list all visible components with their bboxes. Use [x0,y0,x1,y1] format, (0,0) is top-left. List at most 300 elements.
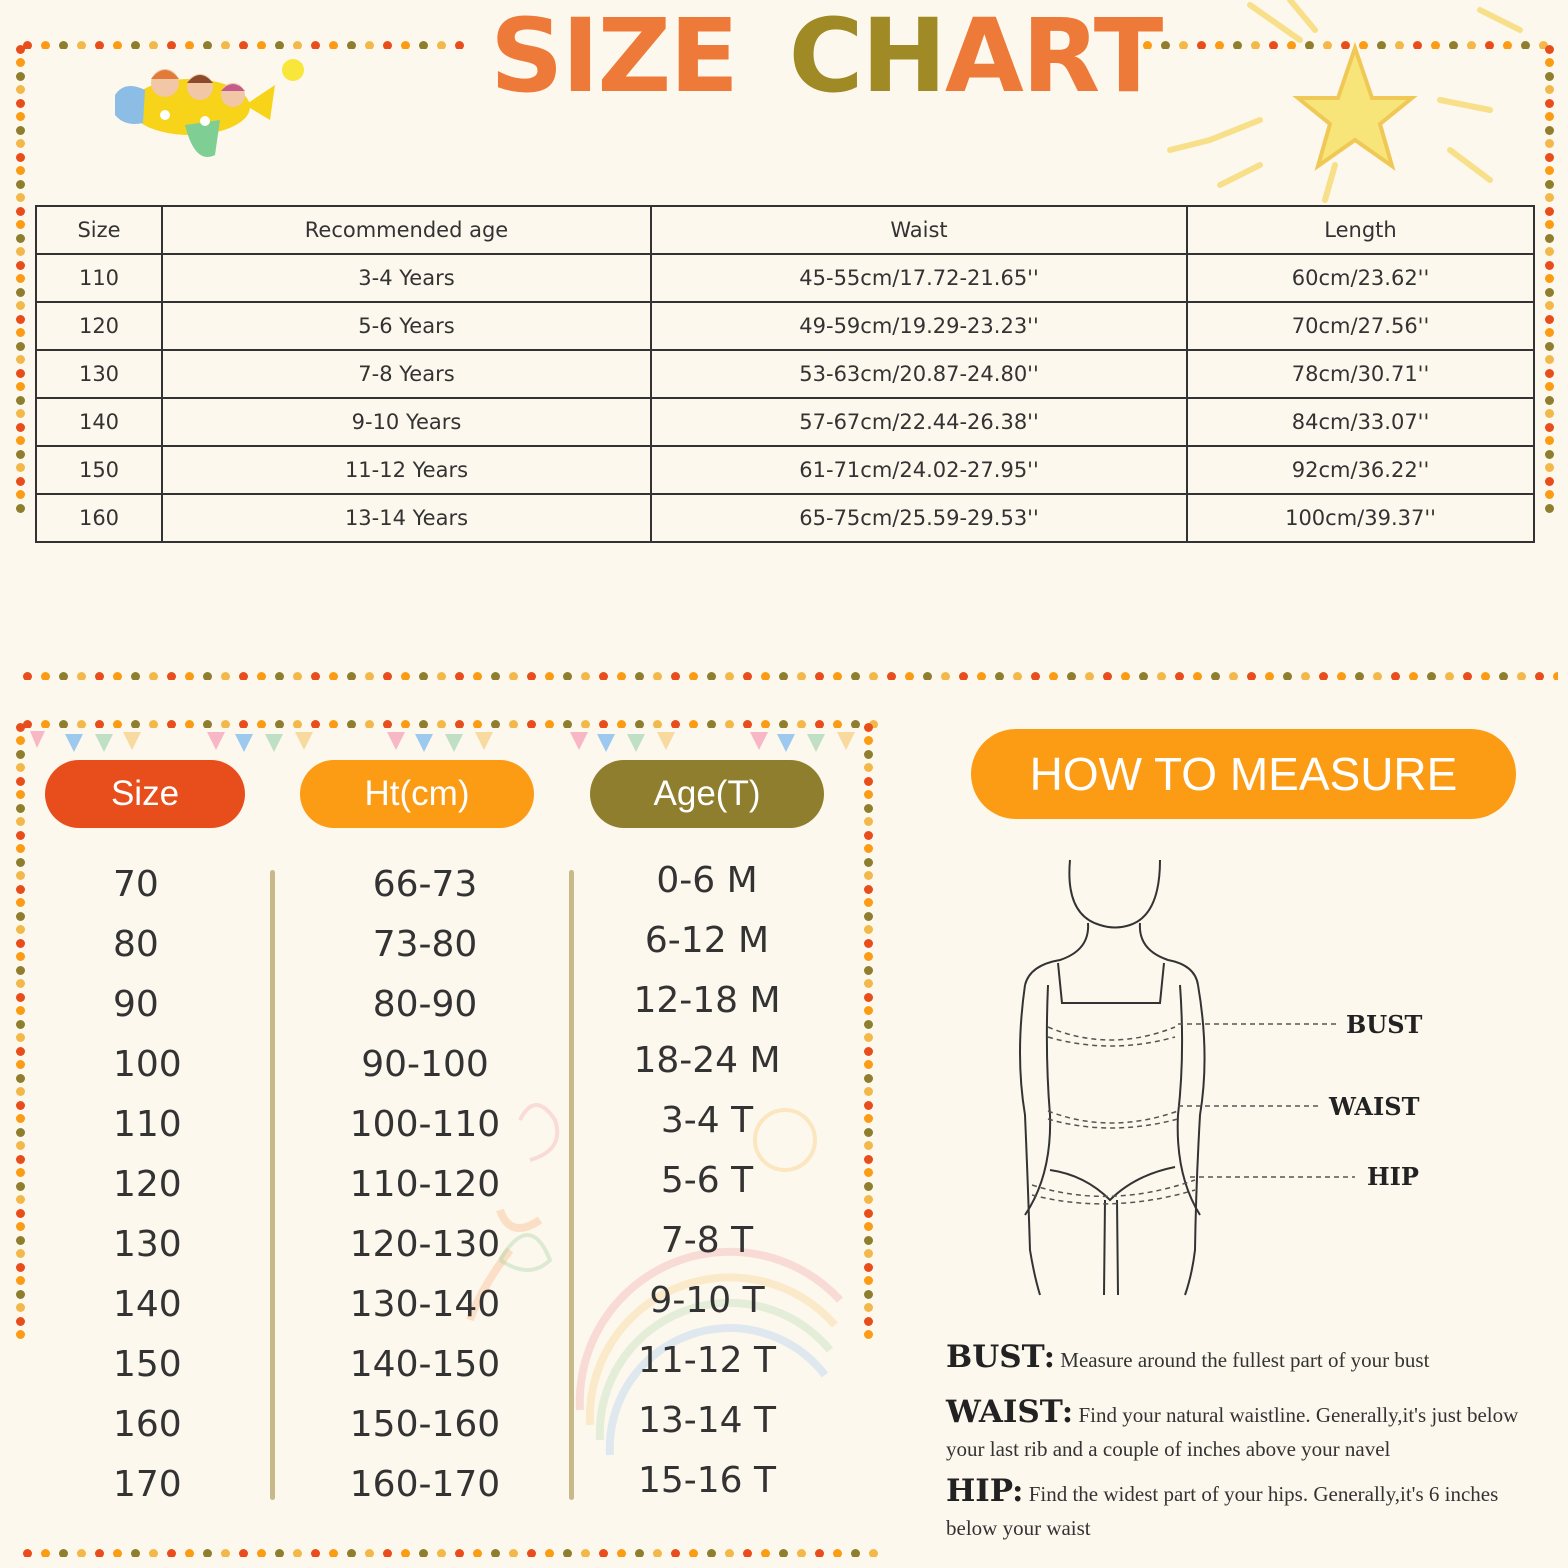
cell-length: 60cm/23.62'' [1187,254,1534,302]
border-dot [16,1047,25,1056]
border-dot [16,939,25,948]
border-dot [1211,672,1220,680]
border-dot [16,288,25,297]
border-dot [16,952,25,961]
border-dot [1545,490,1554,499]
list-item: 80-90 [372,984,478,1025]
border-dot [16,1087,25,1096]
border-dot [941,672,950,680]
border-dot [1545,315,1554,324]
border-dot [864,750,873,759]
waist-desc-label: WAIST: [946,1394,1074,1430]
border-dot [329,672,338,680]
border-dot [864,925,873,934]
border-dot [509,672,518,680]
border-dot [864,1209,873,1218]
border-dot [113,672,122,680]
border-dot [185,672,194,680]
table-row [36,398,1534,446]
border-dot [131,1549,140,1557]
border-dot [16,1155,25,1164]
border-dot [455,41,464,49]
table-row [36,494,1534,542]
border-dot [743,1549,752,1557]
border-dot [16,1249,25,1258]
border-dot [1445,672,1454,680]
border-dot [23,672,32,680]
border-dot [1545,396,1554,405]
header-size: Size [36,206,162,254]
border-dot [203,672,212,680]
list-item: 90 [113,984,159,1025]
border-dot [563,1549,572,1557]
border-dot [239,1549,248,1557]
list-item: 0-6 M [656,860,758,901]
border-dot [1545,369,1554,378]
border-dot [16,112,25,121]
border-dot [509,1549,518,1557]
border-dot [864,1168,873,1177]
border-dot [16,72,25,81]
border-dot [779,1549,788,1557]
border-dot [864,777,873,786]
border-dot [347,1549,356,1557]
border-dot [864,804,873,813]
border-dot [923,672,932,680]
border-dot [16,45,25,54]
border-dot [864,1330,873,1339]
border-dot [419,41,428,49]
column-divider-2 [569,870,574,1500]
border-dot [16,409,25,418]
border-dot [1355,672,1364,680]
border-dot [77,41,86,49]
border-dot [16,1128,25,1137]
border-dot [1545,450,1554,459]
cell-size: 110 [36,254,162,302]
border-dot [16,328,25,337]
border-dot [995,672,1004,680]
border-dot [16,1236,25,1245]
border-dot [311,672,320,680]
border-dot [797,672,806,680]
border-dot [16,301,25,310]
border-dot [635,672,644,680]
border-dot [16,180,25,189]
cell-length: 70cm/27.56'' [1187,302,1534,350]
border-dot [16,85,25,94]
border-dot [864,1317,873,1326]
border-dot [16,1209,25,1218]
list-item: 150-160 [349,1404,501,1445]
list-item: 100 [113,1044,182,1085]
airplane-kids-illustration [95,35,315,170]
border-dot [16,1033,25,1042]
list-item: 66-73 [372,864,478,905]
border-dot [851,1549,860,1557]
border-dot [743,672,752,680]
border-dot [16,490,25,499]
list-item: 150 [113,1344,182,1385]
list-item: 80 [113,924,159,965]
border-dot [419,672,428,680]
age-header-pill: Age(T) [590,760,824,828]
border-dot [455,1549,464,1557]
border-dot [864,763,873,772]
border-dot [16,723,25,732]
border-dot [864,1236,873,1245]
border-dot [864,939,873,948]
border-dot [293,1549,302,1557]
cell-age: 11-12 Years [162,446,651,494]
border-dot [437,672,446,680]
border-dot [707,672,716,680]
border-dot [383,1549,392,1557]
border-dot [864,1155,873,1164]
border-dot [365,41,374,49]
border-dot [864,966,873,975]
border-dot [1229,672,1238,680]
border-dot [16,193,25,202]
border-dot [455,672,464,680]
border-dot [1247,672,1256,680]
border-dot [16,342,25,351]
border-dot [16,126,25,135]
border-dot [581,672,590,680]
border-dot [491,1549,500,1557]
border-dot [16,234,25,243]
list-item: 140 [113,1284,182,1325]
border-dot [16,450,25,459]
border-dot [1103,672,1112,680]
border-dot [16,898,25,907]
page-title [490,0,1162,116]
border-dot [1545,504,1554,513]
table-row [36,302,1534,350]
hip-desc-label: HIP: [946,1473,1024,1509]
border-dot [707,1549,716,1557]
border-dot [16,979,25,988]
border-dot [347,41,356,49]
border-dot [16,477,25,486]
list-item: 15-16 T [637,1460,777,1501]
border-dot [1545,220,1554,229]
border-dot [671,1549,680,1557]
cell-age: 5-6 Years [162,302,651,350]
cell-age: 13-14 Years [162,494,651,542]
waist-description [946,1395,1546,1466]
border-dot [851,672,860,680]
hip-label: HIP [1367,1162,1419,1191]
border-dot [779,672,788,680]
border-dot [545,672,554,680]
border-dot [16,1074,25,1083]
border-dot [239,672,248,680]
cell-waist: 61-71cm/24.02-27.95'' [651,446,1187,494]
border-dot [16,885,25,894]
border-dot [864,790,873,799]
border-dot [16,1114,25,1123]
border-dot [1121,672,1130,680]
border-dot [16,831,25,840]
border-dot [16,736,25,745]
cell-size: 130 [36,350,162,398]
border-dot [167,1549,176,1557]
border-dot [1391,672,1400,680]
list-item: 130 [113,1224,182,1265]
border-dot [437,1549,446,1557]
border-dot [887,672,896,680]
list-item: 120-130 [349,1224,501,1265]
list-item: 110 [113,1104,182,1145]
height-header-pill: Ht(cm) [300,760,534,828]
border-dot [864,952,873,961]
border-dot [833,1549,842,1557]
list-item: 160-170 [349,1464,501,1505]
border-dot [16,912,25,921]
border-dot [347,672,356,680]
border-dot [16,790,25,799]
bust-desc-text: Measure around the fullest part of your bust [1060,1348,1430,1372]
border-dot [275,672,284,680]
size-header-pill: Size [45,760,245,828]
border-dot [1427,672,1436,680]
cell-length: 84cm/33.07'' [1187,398,1534,446]
border-dot [16,1263,25,1272]
border-dot [977,672,986,680]
border-dot [1545,355,1554,364]
cell-length: 100cm/39.37'' [1187,494,1534,542]
body-outline-illustration [1000,855,1360,1305]
border-dot [473,672,482,680]
border-dot [905,672,914,680]
list-item: 3-4 T [660,1100,754,1141]
list-item: 130-140 [349,1284,501,1325]
border-dot [16,1276,25,1285]
border-dot [1545,274,1554,283]
border-dot [16,436,25,445]
border-dot [725,672,734,680]
border-dot [1545,382,1554,391]
border-dot [545,1549,554,1557]
border-dot [617,672,626,680]
border-dot [16,1020,25,1029]
list-item: 18-24 M [633,1040,781,1081]
border-dot [16,817,25,826]
star-rays-decoration [1150,0,1550,220]
border-dot [864,871,873,880]
panel-bottom-dots [18,1545,878,1557]
border-dot [864,993,873,1002]
border-dot [1545,409,1554,418]
cell-waist: 57-67cm/22.44-26.38'' [651,398,1187,446]
border-dot [599,672,608,680]
border-dot [869,1549,878,1557]
border-dot [1139,672,1148,680]
list-item: 160 [113,1404,182,1445]
border-dot [864,1195,873,1204]
border-dot [16,750,25,759]
border-dot [365,1549,374,1557]
border-dot [581,1549,590,1557]
panel-right-dots [864,718,876,1548]
how-to-measure-title: HOW TO MEASURE [971,729,1516,819]
border-dot [16,858,25,867]
border-dot [1319,672,1328,680]
list-item: 9-10 T [649,1280,765,1321]
border-dot [864,1060,873,1069]
border-dot [617,1549,626,1557]
border-dot [1535,672,1544,680]
age-column [590,851,824,1511]
border-dot [864,1290,873,1299]
border-dot [41,41,50,49]
border-dot [797,1549,806,1557]
border-dot [16,844,25,853]
border-dot [864,979,873,988]
list-item: 5-6 T [660,1160,754,1201]
list-item: 73-80 [372,924,478,965]
column-divider-1 [270,870,275,1500]
border-dot [16,871,25,880]
border-dot [653,672,662,680]
border-dot [1545,477,1554,486]
border-dot [1373,672,1382,680]
cell-length: 92cm/36.22'' [1187,446,1534,494]
border-dot [491,672,500,680]
border-dot [815,672,824,680]
border-dot [275,1549,284,1557]
border-dot [16,153,25,162]
border-dot [1545,288,1554,297]
border-dot [16,804,25,813]
border-dot [77,672,86,680]
list-item: 110-120 [349,1164,501,1205]
cell-waist: 65-75cm/25.59-29.53'' [651,494,1187,542]
size-column [113,855,233,1515]
border-dot [16,1290,25,1299]
border-dot [16,58,25,67]
border-dot [1545,328,1554,337]
border-dot [16,925,25,934]
border-dot [527,672,536,680]
border-dot [16,315,25,324]
border-dot [864,817,873,826]
size-table [35,205,1535,543]
border-dot [864,1303,873,1312]
border-dot [864,1276,873,1285]
border-dot [41,672,50,680]
border-dot [864,898,873,907]
border-dot [1517,672,1526,680]
bust-desc-label: BUST: [946,1339,1056,1375]
list-item: 120 [113,1164,182,1205]
border-dot [59,1549,68,1557]
border-dot [864,1047,873,1056]
border-dot [761,1549,770,1557]
border-dot [864,1087,873,1096]
border-dot [16,993,25,1002]
border-dot [401,1549,410,1557]
border-dot [1545,463,1554,472]
border-dot [1545,301,1554,310]
list-item: 12-18 M [633,980,781,1021]
border-dot [1301,672,1310,680]
cell-age: 3-4 Years [162,254,651,302]
border-dot [16,463,25,472]
border-dot [16,1168,25,1177]
bust-description [946,1340,1546,1377]
border-dot [864,736,873,745]
cell-age: 7-8 Years [162,350,651,398]
hip-description [946,1474,1546,1545]
border-dot [1545,423,1554,432]
top-section-bottom-dots [18,668,1558,680]
border-dot [833,672,842,680]
table-row [36,254,1534,302]
border-dot [311,1549,320,1557]
cell-size: 150 [36,446,162,494]
border-dot [23,1549,32,1557]
list-item: 100-110 [349,1104,501,1145]
border-dot [293,672,302,680]
border-dot [329,41,338,49]
border-dot [16,139,25,148]
border-dot [864,1263,873,1272]
border-dot [1013,672,1022,680]
list-item: 6-12 M [644,920,770,961]
border-dot [689,672,698,680]
border-dot [16,261,25,270]
border-dot [437,41,446,49]
border-dot [221,672,230,680]
size-table-header-row [36,206,1534,254]
border-dot [725,1549,734,1557]
border-dot [1553,672,1559,680]
border-dot [864,1033,873,1042]
border-dot [16,504,25,513]
cell-size: 120 [36,302,162,350]
border-dot [16,247,25,256]
border-dot [185,1549,194,1557]
border-dot [16,1006,25,1015]
border-dot [401,672,410,680]
border-dot [257,1549,266,1557]
border-dot [221,1549,230,1557]
border-dot [419,1549,428,1557]
border-dot [16,369,25,378]
border-dot [1463,672,1472,680]
waist-desc-text: Find your natural waistline. Generally,it's just below your last rib and a couple of inches above your navel [946,1403,1519,1461]
cell-waist: 53-63cm/20.87-24.80'' [651,350,1187,398]
border-dot [635,1549,644,1557]
border-dot [1157,672,1166,680]
table-row [36,446,1534,494]
border-dot [77,1549,86,1557]
border-dot [16,1182,25,1191]
border-dot [864,1114,873,1123]
border-dot [16,1222,25,1231]
border-dot [149,672,158,680]
border-dot [864,858,873,867]
border-dot [864,1074,873,1083]
header-length: Length [1187,206,1534,254]
border-dot [1499,672,1508,680]
border-dot [16,1317,25,1326]
border-dot [59,41,68,49]
title-word-size: SIZE [490,0,738,116]
border-dot [761,672,770,680]
